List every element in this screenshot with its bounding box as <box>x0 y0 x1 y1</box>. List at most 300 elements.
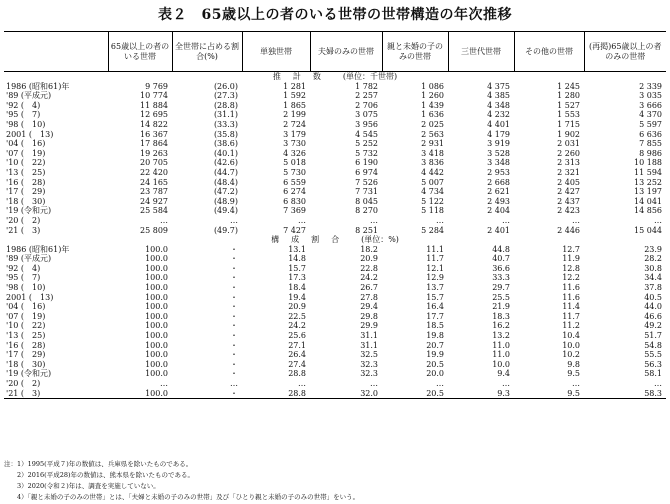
year-cell: '20 ( 2) <box>6 215 41 225</box>
year-cell: '20 ( 2) <box>6 379 41 388</box>
value-cell: 31.1 <box>360 331 378 341</box>
value-cell: 20.5 <box>426 359 444 369</box>
value-cell: 11.6 <box>562 283 580 293</box>
value-cell: 14.8 <box>288 254 306 264</box>
value-cell: 12 695 <box>140 110 168 120</box>
value-cell: 2 446 <box>557 225 580 235</box>
value-cell: 13 252 <box>634 177 662 187</box>
value-cell: 11.9 <box>562 254 580 264</box>
value-cell: 58.1 <box>644 369 662 379</box>
value-cell: 16.4 <box>426 302 444 312</box>
value-cell: 1 782 <box>355 81 378 91</box>
value-cell: (40.1) <box>213 148 238 158</box>
header-other: その他の世帯 <box>514 32 584 72</box>
footnotes <box>4 459 359 503</box>
value-cell: 100.0 <box>145 311 168 321</box>
year-cell: '95 ( 7) <box>6 110 41 120</box>
value-cell: 10 188 <box>634 158 662 168</box>
value-cell: … <box>572 379 580 388</box>
table-body <box>4 72 666 399</box>
value-cell: 4 385 <box>487 91 510 101</box>
value-cell: 2 427 <box>557 187 580 197</box>
value-cell: 22 420 <box>140 167 168 177</box>
table-row <box>4 245 666 255</box>
value-cell: 29.7 <box>492 283 510 293</box>
value-cell: 1 865 <box>283 100 306 110</box>
value-cell: 6 830 <box>283 196 306 206</box>
value-cell: 3 418 <box>421 148 444 158</box>
value-cell: 4 370 <box>639 110 662 120</box>
value-cell: 9.4 <box>497 369 510 379</box>
value-cell: 1 715 <box>557 119 580 129</box>
value-cell: ・ <box>230 359 238 369</box>
value-cell: … <box>230 215 238 225</box>
section-label: 構成割合 <box>271 235 352 245</box>
table-row <box>4 206 666 216</box>
value-cell: 7 526 <box>355 177 378 187</box>
value-cell: 2 401 <box>487 225 510 235</box>
value-cell: 23.9 <box>644 244 662 254</box>
footnote: 3）2020(令和２)年は、調査を実施していない。 <box>4 482 160 490</box>
year-cell: '17 ( 29) <box>6 350 46 360</box>
value-cell: 4 179 <box>487 129 510 139</box>
value-cell: 25.6 <box>288 331 306 341</box>
table-row <box>4 350 666 360</box>
value-cell: 16 367 <box>140 129 168 139</box>
value-cell: 2 437 <box>557 196 580 206</box>
value-cell: 11.7 <box>562 311 580 321</box>
year-cell: '19 (令和元) <box>6 369 52 379</box>
value-cell: (49.7) <box>213 225 238 235</box>
value-cell: 32.5 <box>360 350 378 360</box>
value-cell: 3 179 <box>283 129 306 139</box>
value-cell: (49.4) <box>213 206 238 216</box>
year-cell: '92 ( 4) <box>6 263 41 273</box>
table-row <box>4 120 666 130</box>
value-cell: 100.0 <box>145 340 168 350</box>
value-cell: 58.3 <box>644 388 662 398</box>
value-cell: … <box>436 215 444 225</box>
value-cell: 19.4 <box>288 292 306 302</box>
value-cell: 6 190 <box>355 158 378 168</box>
value-cell: 8 045 <box>355 196 378 206</box>
value-cell: 8 251 <box>355 225 378 235</box>
value-cell: 12.9 <box>426 273 444 283</box>
year-cell: '92 ( 4) <box>6 100 41 110</box>
value-cell: 24.2 <box>360 273 378 283</box>
value-cell: … <box>370 215 378 225</box>
value-cell: 1 245 <box>557 81 580 91</box>
value-cell: 17 864 <box>140 139 168 149</box>
table-row <box>4 302 666 312</box>
value-cell: 14 041 <box>634 196 662 206</box>
section-header-row <box>4 235 666 245</box>
value-cell: (48.4) <box>213 177 238 187</box>
value-cell: ・ <box>230 292 238 302</box>
value-cell: 3 035 <box>639 91 662 101</box>
value-cell: 54.8 <box>644 340 662 350</box>
table-row <box>4 254 666 264</box>
value-cell: 20.5 <box>426 388 444 398</box>
footnote: 注：1）1995(平成７)年の数値は、兵庫県を除いたものである。 <box>4 460 193 468</box>
value-cell: (35.8) <box>213 129 238 139</box>
value-cell: 17.3 <box>288 273 306 283</box>
value-cell: 10.0 <box>492 359 510 369</box>
value-cell: 5 284 <box>421 225 444 235</box>
value-cell: 100.0 <box>145 283 168 293</box>
table-row <box>4 331 666 341</box>
value-cell: 2 668 <box>487 177 510 187</box>
header-couple: 夫婦のみの世帯 <box>310 32 382 72</box>
table-row <box>4 216 666 226</box>
value-cell: 2 724 <box>283 119 306 129</box>
value-cell: 25 809 <box>140 225 168 235</box>
value-cell: 100.0 <box>145 244 168 254</box>
value-cell: 29.4 <box>360 302 378 312</box>
value-cell: ・ <box>230 331 238 341</box>
header-elderly-only: (再掲)65歳以上の者のみの世帯 <box>584 32 666 72</box>
year-cell: '18 ( 30) <box>6 196 46 206</box>
value-cell: … <box>502 379 510 388</box>
value-cell: 32.0 <box>360 388 378 398</box>
value-cell: 20.9 <box>360 254 378 264</box>
header-total: 65歳以上の者のいる世帯 <box>108 32 172 72</box>
year-cell: '10 ( 22) <box>6 321 46 331</box>
table-row <box>4 369 666 379</box>
value-cell: 7 369 <box>283 206 306 216</box>
value-cell: 31.1 <box>360 340 378 350</box>
value-cell: 11.6 <box>562 292 580 302</box>
year-cell: '13 ( 25) <box>6 167 46 177</box>
value-cell: 32.3 <box>360 369 378 379</box>
value-cell: 12.1 <box>426 263 444 273</box>
value-cell: 14 822 <box>140 119 168 129</box>
value-cell: 56.3 <box>644 359 662 369</box>
table-row <box>4 360 666 370</box>
value-cell: 11.4 <box>562 302 580 312</box>
value-cell: 24.2 <box>288 321 306 331</box>
value-cell: 12.8 <box>562 263 580 273</box>
value-cell: ・ <box>230 273 238 283</box>
value-cell: 100.0 <box>145 302 168 312</box>
value-cell: 12.7 <box>562 244 580 254</box>
value-cell: 2 339 <box>639 81 662 91</box>
value-cell: … <box>502 215 510 225</box>
value-cell: 20.9 <box>288 302 306 312</box>
value-cell: … <box>298 215 306 225</box>
value-cell: 4 442 <box>421 167 444 177</box>
table-row <box>4 197 666 207</box>
year-cell: '18 ( 30) <box>6 359 46 369</box>
value-cell: 12.2 <box>562 273 580 283</box>
value-cell: 25 584 <box>140 206 168 216</box>
value-cell: 3 956 <box>355 119 378 129</box>
value-cell: 3 919 <box>487 139 510 149</box>
household-structure-table <box>4 31 666 399</box>
value-cell: 1 281 <box>283 81 306 91</box>
value-cell: 18.2 <box>360 244 378 254</box>
year-cell: 1986 (昭和61)年 <box>6 81 70 91</box>
value-cell: 1 086 <box>421 81 444 91</box>
header-year <box>4 32 108 72</box>
value-cell: … <box>654 379 662 388</box>
value-cell: ・ <box>230 254 238 264</box>
value-cell: 11.0 <box>492 350 510 360</box>
header-single: 単独世帯 <box>242 32 310 72</box>
value-cell: 27.1 <box>288 340 306 350</box>
value-cell: 11.2 <box>562 321 580 331</box>
value-cell: (28.8) <box>213 100 238 110</box>
value-cell: … <box>572 215 580 225</box>
section-header <box>4 235 666 245</box>
value-cell: 44.0 <box>644 302 662 312</box>
value-cell: 15.7 <box>288 263 306 273</box>
table-row <box>4 312 666 322</box>
value-cell: 1 902 <box>557 129 580 139</box>
footnote: 2）2016(平成28)年の数値は、熊本県を除いたものである。 <box>4 471 195 479</box>
value-cell: 2 404 <box>487 206 510 216</box>
value-cell: (27.3) <box>213 91 238 101</box>
value-cell: 100.0 <box>145 273 168 283</box>
value-cell: 14 856 <box>634 206 662 216</box>
value-cell: 17.7 <box>426 311 444 321</box>
year-cell: '98 ( 10) <box>6 119 46 129</box>
table-title: 表２ 65歳以上の者のいる世帯の世帯構造の年次推移 <box>158 7 512 23</box>
value-cell: 55.5 <box>644 350 662 360</box>
table-row <box>4 130 666 140</box>
value-cell: 10 774 <box>140 91 168 101</box>
table-row <box>4 187 666 197</box>
value-cell: 20.0 <box>426 369 444 379</box>
value-cell: 1 439 <box>421 100 444 110</box>
value-cell: 46.6 <box>644 311 662 321</box>
value-cell: 1 592 <box>283 91 306 101</box>
table-row <box>4 139 666 149</box>
value-cell: … <box>160 215 168 225</box>
value-cell: 13 197 <box>634 187 662 197</box>
value-cell: 27.4 <box>288 359 306 369</box>
value-cell: 3 528 <box>487 148 510 158</box>
value-cell: 18.5 <box>426 321 444 331</box>
section-header-row <box>4 72 666 82</box>
value-cell: … <box>654 215 662 225</box>
value-cell: 34.4 <box>644 273 662 283</box>
value-cell: 15.7 <box>426 292 444 302</box>
year-cell: '16 ( 28) <box>6 177 46 187</box>
value-cell: ・ <box>230 263 238 273</box>
value-cell: 6 559 <box>283 177 306 187</box>
year-cell: '13 ( 25) <box>6 331 46 341</box>
table-row <box>4 389 666 399</box>
value-cell: 19.8 <box>426 331 444 341</box>
table-row <box>4 158 666 168</box>
value-cell: 2 257 <box>355 91 378 101</box>
value-cell: 100.0 <box>145 254 168 264</box>
table-row <box>4 379 666 389</box>
section-label: 推計数 <box>272 72 333 81</box>
value-cell: 1 636 <box>421 110 444 120</box>
value-cell: 9.5 <box>567 369 580 379</box>
value-cell: 16.2 <box>492 321 510 331</box>
value-cell: 2 025 <box>421 119 444 129</box>
value-cell: 2 931 <box>421 139 444 149</box>
value-cell: (31.1) <box>213 110 238 120</box>
value-cell: 19.9 <box>426 350 444 360</box>
value-cell: 10.0 <box>562 340 580 350</box>
value-cell: 2 563 <box>421 129 444 139</box>
table-row <box>4 178 666 188</box>
value-cell: 4 734 <box>421 187 444 197</box>
table-row <box>4 283 666 293</box>
value-cell: ・ <box>230 388 238 398</box>
table-row <box>4 149 666 159</box>
year-cell: '10 ( 22) <box>6 158 46 168</box>
value-cell: 20.7 <box>426 340 444 350</box>
value-cell: 28.8 <box>288 369 306 379</box>
value-cell: 18.4 <box>288 283 306 293</box>
value-cell: ・ <box>230 350 238 360</box>
value-cell: 40.5 <box>644 292 662 302</box>
value-cell: 2 493 <box>487 196 510 206</box>
value-cell: 7 855 <box>639 139 662 149</box>
value-cell: 20 705 <box>140 158 168 168</box>
year-cell: '89 (平成元) <box>6 91 52 101</box>
value-cell: 100.0 <box>145 263 168 273</box>
value-cell: … <box>160 379 168 388</box>
value-cell: 5 018 <box>283 158 306 168</box>
value-cell: 9.5 <box>567 388 580 398</box>
value-cell: (26.0) <box>213 81 238 91</box>
value-cell: 22.5 <box>288 311 306 321</box>
value-cell: (48.9) <box>213 196 238 206</box>
value-cell: 19 263 <box>140 148 168 158</box>
value-cell: 5 122 <box>421 196 444 206</box>
value-cell: 25.5 <box>492 292 510 302</box>
footnote: 4）「親と未婚の子のみの世帯」とは、「夫婦と未婚の子のみの世帯」及び「ひとり親と未婚の子のみの世帯」をいう。 <box>4 493 360 501</box>
value-cell: 2 423 <box>557 206 580 216</box>
value-cell: 4 375 <box>487 81 510 91</box>
value-cell: 4 326 <box>283 148 306 158</box>
value-cell: (44.7) <box>213 167 238 177</box>
value-cell: 1 527 <box>557 100 580 110</box>
value-cell: 23 787 <box>140 187 168 197</box>
value-cell: 15 044 <box>634 225 662 235</box>
table-row <box>4 101 666 111</box>
year-cell: 1986 (昭和61)年 <box>6 244 70 254</box>
value-cell: 2 953 <box>487 167 510 177</box>
value-cell: 1 260 <box>421 91 444 101</box>
value-cell: 24 927 <box>140 196 168 206</box>
value-cell: 6 274 <box>283 187 306 197</box>
value-cell: 29.8 <box>360 311 378 321</box>
value-cell: … <box>370 379 378 388</box>
value-cell: 8 270 <box>355 206 378 216</box>
value-cell: 2 260 <box>557 148 580 158</box>
value-cell: (47.2) <box>213 187 238 197</box>
value-cell: 40.7 <box>492 254 510 264</box>
year-cell: '89 (平成元) <box>6 254 52 264</box>
table-row <box>4 91 666 101</box>
value-cell: 22.8 <box>360 263 378 273</box>
value-cell: (38.6) <box>213 139 238 149</box>
table-row <box>4 82 666 92</box>
value-cell: 33.3 <box>492 273 510 283</box>
section-header <box>4 72 666 82</box>
value-cell: ・ <box>230 302 238 312</box>
year-cell: '04 ( 16) <box>6 139 46 149</box>
value-cell: 4 232 <box>487 110 510 120</box>
value-cell: (33.3) <box>213 119 238 129</box>
table-row <box>4 110 666 120</box>
year-cell: '19 (令和元) <box>6 206 52 216</box>
value-cell: 6 974 <box>355 167 378 177</box>
table-row <box>4 321 666 331</box>
value-cell: ・ <box>230 321 238 331</box>
section-unit: (単位：千世帯) <box>342 72 398 81</box>
value-cell: 2 706 <box>355 100 378 110</box>
value-cell: ・ <box>230 283 238 293</box>
value-cell: 3 730 <box>283 139 306 149</box>
value-cell: (42.6) <box>213 158 238 168</box>
year-cell: '07 ( 19) <box>6 148 46 158</box>
value-cell: ・ <box>230 340 238 350</box>
value-cell: 4 348 <box>487 100 510 110</box>
table-row <box>4 168 666 178</box>
header-parent-child: 親と未婚の子のみの世帯 <box>382 32 448 72</box>
table-row <box>4 293 666 303</box>
value-cell: 2 621 <box>487 187 510 197</box>
value-cell: 5 252 <box>355 139 378 149</box>
table-row <box>4 273 666 283</box>
value-cell: 2 313 <box>557 158 580 168</box>
value-cell: 100.0 <box>145 388 168 398</box>
table-row <box>4 341 666 351</box>
value-cell: 2 405 <box>557 177 580 187</box>
value-cell: 18.3 <box>492 311 510 321</box>
value-cell: 2 199 <box>283 110 306 120</box>
table-header <box>4 32 666 72</box>
value-cell: 3 348 <box>487 158 510 168</box>
value-cell: 32.3 <box>360 359 378 369</box>
value-cell: 3 666 <box>639 100 662 110</box>
value-cell: 1 280 <box>557 91 580 101</box>
value-cell: 3 075 <box>355 110 378 120</box>
value-cell: 29.9 <box>360 321 378 331</box>
value-cell: 11.0 <box>492 340 510 350</box>
value-cell: 27.8 <box>360 292 378 302</box>
value-cell: 10.2 <box>562 350 580 360</box>
value-cell: 100.0 <box>145 331 168 341</box>
year-cell: '16 ( 28) <box>6 340 46 350</box>
value-cell: 100.0 <box>145 292 168 302</box>
value-cell: 2 321 <box>557 167 580 177</box>
value-cell: 37.8 <box>644 283 662 293</box>
year-cell: '04 ( 16) <box>6 302 46 312</box>
value-cell: 49.2 <box>644 321 662 331</box>
value-cell: 30.8 <box>644 263 662 273</box>
value-cell: 2 031 <box>557 139 580 149</box>
value-cell: 21.9 <box>492 302 510 312</box>
value-cell: 5 118 <box>421 206 444 216</box>
value-cell: 7 427 <box>283 225 306 235</box>
header-share: 全世帯に占める割合(%) <box>172 32 242 72</box>
value-cell: 100.0 <box>145 321 168 331</box>
value-cell: 44.8 <box>492 244 510 254</box>
value-cell: ・ <box>230 311 238 321</box>
value-cell: 51.7 <box>644 331 662 341</box>
section-unit: (単位：%) <box>361 235 399 245</box>
year-cell: '21 ( 3) <box>6 225 41 235</box>
